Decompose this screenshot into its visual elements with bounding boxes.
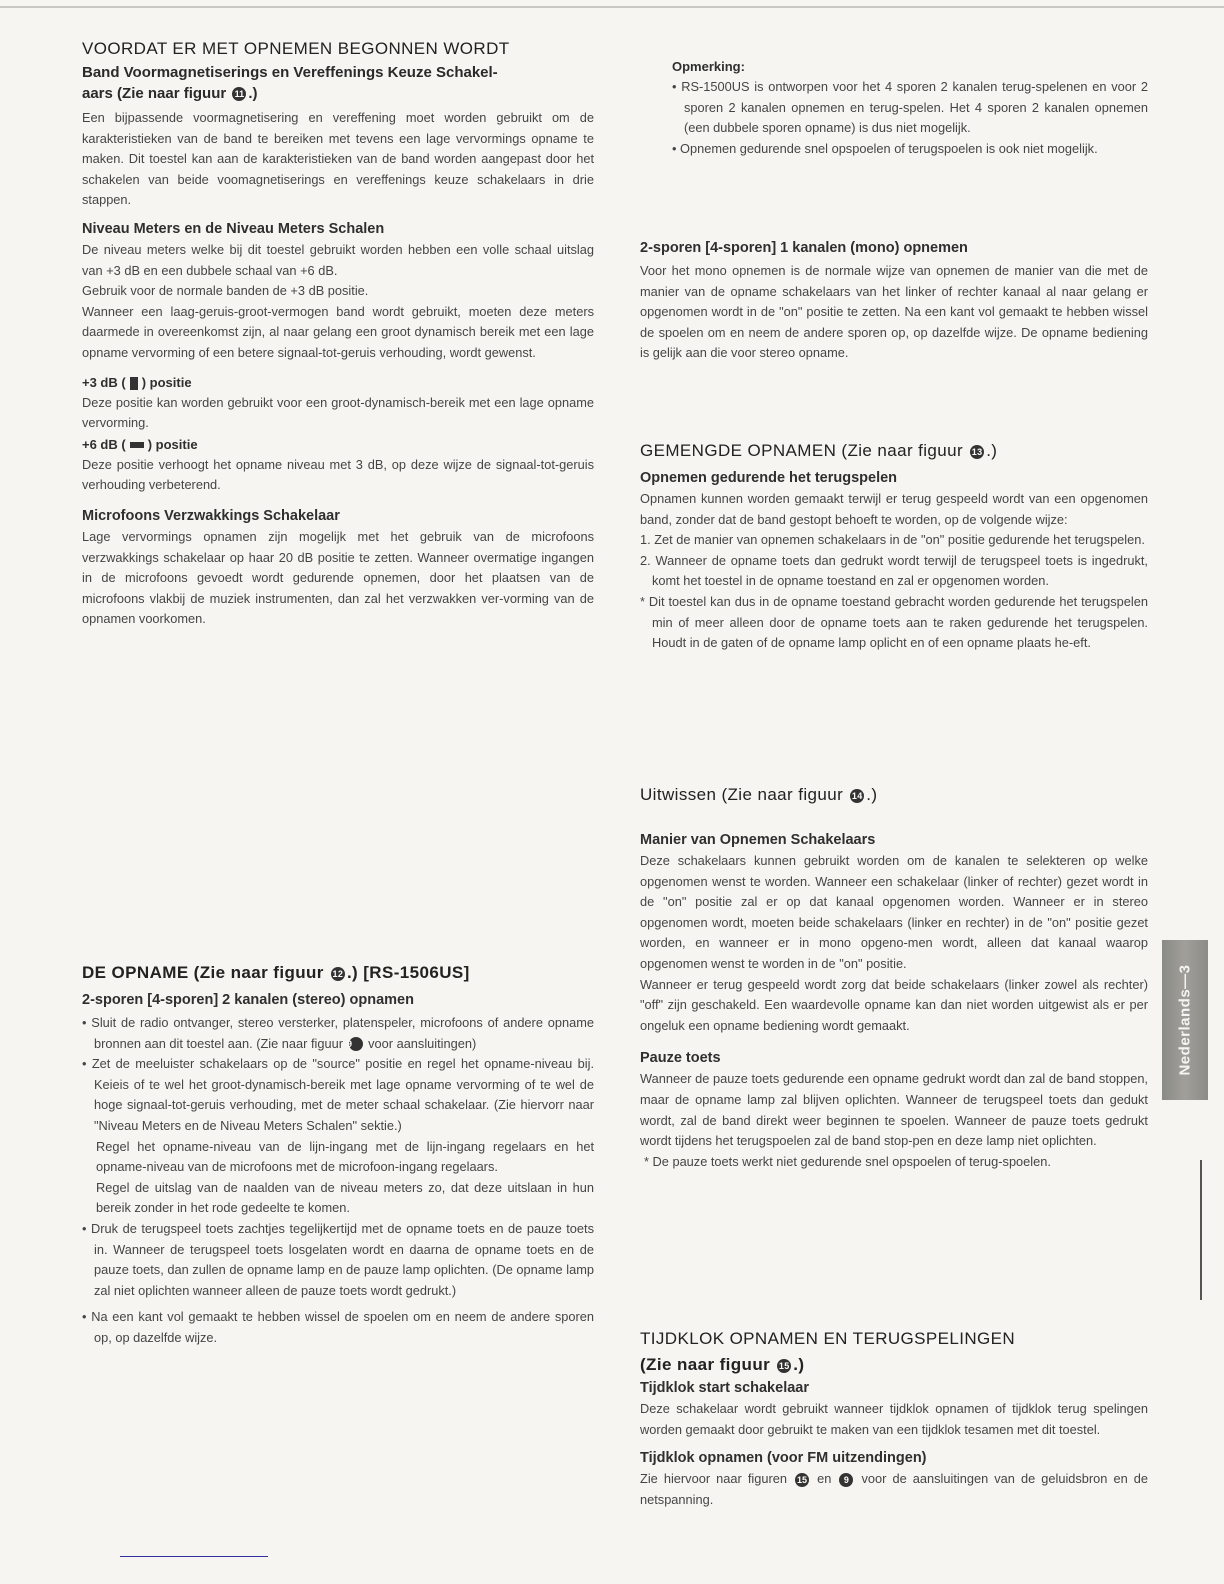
paragraph: Een bijpassende voormagnetisering en vereffening moet worden gebruikt om de karakteristieken van de band te bereiken met tevens een lage vervormings opname te maken. Dit toestel kan aan de karakteristieken van de band worden aangepast door het schakelen van beide voomagnetiserings en vereffenings keuze schakelaars in drie stappen. xyxy=(82,110,594,208)
subheading-pause: Pauze toets xyxy=(640,1050,721,1067)
note-block xyxy=(672,56,1148,159)
paragraph: Deze positie kan worden gebruikt voor een groot-dynamisch-bereik met een lage opname vervorming. xyxy=(82,394,594,431)
section-mixed xyxy=(640,440,1148,654)
subsection-title: Band Voormagnetiserings en Vereffenings Keuze Schakel- aars (Zie naar figuur 11 .) xyxy=(82,64,498,102)
section-recording xyxy=(82,962,594,1349)
section-title: VOORDAT ER MET OPNEMEN BEGONNEN WORDT xyxy=(82,39,510,58)
paragraph: Zie hiervoor naar figuren 15 en 9 voor de aansluitingen van de geluidsbron en de netspanning. xyxy=(640,1471,1149,1507)
section-erase xyxy=(640,784,1148,1172)
position-3db-label: +3 dB ( ) positie xyxy=(82,374,192,390)
paragraph: Voor het mono opnemen is de normale wijze van opnemen de manier van die met de manier van de opname schakelaars van het linker of rechter kanaal al naar gelang er opgenomen wordt in de "on" positie te zetten. Na een kant vol gemaakt te hebben wissel de spoelen om en neem de andere sporen op, op dazelfde wijze. De opname bediening is gelijk aan die voor stereo opname. xyxy=(640,263,1148,361)
language-tab xyxy=(1162,940,1208,1100)
paragraph: Deze schakelaar wordt gebruikt wanneer tijdklok opnamen of tijdklok terug spelingen worden gemaakt door gebruikt te maken van een tijdklok tesamen met dit toestel. xyxy=(640,1401,1148,1437)
paragraph: Lage vervormings opnamen zijn mogelijk met het gebruik van de microfoons verzwakkings schakelaar op haar 20 dB positie te zetten. Wanneer overmatige ingangen in de microfoons gevoedt wordt gedurende opnemen, door het plaatsen van de microfoons vlakbij de muziek instrumenten, dan zal het verzwakken ver-vorming van de opnamen voorkomen. xyxy=(82,528,594,627)
list-item: 2. Wanneer de opname toets dan gedrukt wordt terwijl de terugspeel toets is ingedrukt, komt het toestel in de opname toestand en zal er opgenomen worden. xyxy=(640,552,1148,589)
position-6db-label: +6 dB ( ) positie xyxy=(82,436,198,452)
note-item: * De pauze toets werkt niet gedurende snel opspoelen of terug-spoelen. xyxy=(644,1153,1051,1169)
section-title: DE OPNAME (Zie naar figuur 12 .) [RS-1506US] xyxy=(82,963,470,982)
paragraph: Wanneer er terug gespeeld wordt zorg dat beide schakelaars (linker zowel als rechter) "off" zijn geschakeld. Een waardevolle opname kan dan niet worden uitgewist als er per ongeluk een opname bediening wordt gemaakt. xyxy=(640,976,1148,1033)
paragraph: Deze positie verhoogt het opname niveau met 3 dB, op deze wijze de signaal-tot-geruis verhouding verbeterend. xyxy=(82,456,594,493)
bullet-continuation: Regel het opname-niveau van de lijn-ingang met de lijn-ingang regelaars en het opname-niveau van de microfoons met de microfoon-ingang regelaars. xyxy=(96,1138,594,1175)
subheading-timer-fm: Tijdklok opnamen (voor FM uitzendingen) xyxy=(640,1450,927,1467)
figure-ref-icon: 11 xyxy=(232,87,246,101)
list-item: 1. Zet de manier van opnemen schakelaars in de "on" positie gedurende het terugspelen. xyxy=(640,532,1145,548)
subheading-timer-switch: Tijdklok start schakelaar xyxy=(640,1380,809,1396)
figure-ref-icon: 12 xyxy=(332,968,344,979)
paragraph: Wanneer een laag-geruis-groot-vermogen band wordt gebruikt, moeten deze meters daarmede in overeenkomst zijn, al naar gelang een groot dynamisch bereik met een lage opname vervorming of een betere signaal-tot-geruis verhouding, wordt gewenst. xyxy=(82,303,594,360)
section-title-figure: (Zie naar figuur 15 .) xyxy=(640,1355,805,1374)
section-title: TIJDKLOK OPNAMEN EN TERUGSPELINGEN xyxy=(640,1329,1016,1348)
list-item: * Dit toestel kan dus in de opname toestand gebracht worden gedurende het terugspelen min of meer alleen door de opname toets aan te raken gedurende het terugspelen. Houdt in de gaten of de opname lamp oplicht en of een opname plaats he-eft. xyxy=(640,593,1148,651)
figure-ref-icon: 9 xyxy=(349,1037,363,1051)
subheading-mono: 2-sporen [4-sporen] 1 kanalen (mono) opnemen xyxy=(640,240,968,256)
bullet-item: • Zet de meeluister schakelaars op de "source" positie en regel het opname-niveau bij. Keieis of te wel het groot-dynamisch-bereik met lage opname vervorming of te wel de hoge signaal-tot-geruis verhouding, met de meter schaal schakelaar. (Zie hiervorr naar "Niveau Meters en de Niveau Meters Schalen" sektie.) xyxy=(82,1056,594,1133)
top-rule xyxy=(0,6,1224,8)
note-item: • Opnemen gedurende snel opspoelen of terugspoelen is ook niet mogelijk. xyxy=(672,140,1098,156)
paragraph: Opnamen kunnen worden gemaakt terwijl er terug gespeeld wordt van een opgenomen band, zonder dat de band gestopt behoeft te worden, op de volgende wijze: xyxy=(640,491,1148,527)
section-mono xyxy=(640,238,1148,364)
paragraph: Gebruik voor de normale banden de +3 dB positie. xyxy=(82,283,369,299)
subheading-during-playback: Opnemen gedurende het terugspelen xyxy=(640,470,898,486)
subheading-microphone: Microfoons Verzwakkings Schakelaar xyxy=(82,507,340,524)
section-title: GEMENGDE OPNAMEN (Zie naar figuur 13 .) xyxy=(640,441,998,460)
figure-ref-icon: 15 xyxy=(778,1360,790,1371)
note-item: • RS-1500US is ontworpen voor het 4 sporen 2 kanalen terug-spelenen en voor 2 sporen 2 kanalen opnemen en terug-spelen. Het 4 sporen 2 kanalen opnemen (een dubbele sporen opname) is dus niet mogelijk. xyxy=(672,79,1148,136)
subheading-record-switches: Manier van Opnemen Schakelaars xyxy=(640,832,876,848)
subheading-meters: Niveau Meters en de Niveau Meters Schalen xyxy=(82,220,385,237)
bullet-continuation: Regel de uitslag van de naalden van de niveau meters zo, dat deze uitslaan in hun bereik zonder in het rode gedeelte te komen. xyxy=(96,1179,594,1216)
paragraph: Wanneer de pauze toets gedurende een opname gedrukt wordt dan zal de band stoppen, maar de opname lamp zal blijven oplichten. Wanneer de terugspeel toets dan gedukt wordt, zal de band direkt weer beginnen te spoelen. Wanneer de pauze toets gedrukt wordt tijdens het terugspoelen zal de band stop-pen en deze lamp niet oplichten. xyxy=(640,1071,1148,1149)
section-title: Uitwissen (Zie naar figuur 14 .) xyxy=(640,785,878,804)
section-before-recording xyxy=(82,38,594,630)
figure-ref-icon: 14 xyxy=(851,790,863,801)
paragraph: Deze schakelaars kunnen gebruikt worden om de kanalen te selekteren op welke opgenomen wenst te worden. Wanneer een schakelaar (linker of rechter) gezet wordt in de "on" positie zal er op dat kanaal opgenomen worden. Wanneer er in stereo opgenomen wordt, moeten beide schakelaars (linker en rechter) in de "on" positie gezet worden, en wanneer er in mono opgeno-men wordt, alleen dat kanaal waarop opgenomen wenst te worden in de "on" positie. xyxy=(640,853,1148,971)
switch-down-icon xyxy=(130,442,144,448)
subheading-stereo: 2-sporen [4-sporen] 2 kanalen (stereo) opnamen xyxy=(82,992,414,1008)
language-tab-label: Nederlands—3 xyxy=(1176,964,1194,1076)
figure-ref-icon: 9 xyxy=(839,1473,853,1487)
bullet-item: • Sluit de radio ontvanger, stereo versterker, platenspeler, microfoons of andere opname bronnen aan dit toestel aan. (Zie naar figuur 9 voor aansluitingen) xyxy=(82,1015,594,1051)
note-heading: Opmerking: xyxy=(672,59,745,74)
switch-up-icon xyxy=(130,377,138,390)
bullet-item: • Na een kant vol gemaakt te hebben wissel de spoelen om en neem de andere sporen op, op dazelfde wijze. xyxy=(82,1309,594,1345)
figure-ref-icon: 15 xyxy=(797,1474,808,1485)
margin-rule xyxy=(1200,1160,1202,1300)
bullet-item: • Druk de terugspeel toets zachtjes tegelijkertijd met de opname toets en de pauze toets in. Wanneer de terugspeel toets losgelaten wordt en daarna de opname toets en de pauze toets, dan zullen de opname lamp en de pauze lamp oplichten. (De opname lamp zal niet oplichten wanneer alleen de pauze toets wordt gedrukt.) xyxy=(82,1220,594,1298)
bottom-rule xyxy=(120,1556,268,1557)
paragraph: De niveau meters welke bij dit toestel gebruikt worden hebben een volle schaal uitslag van +3 dB en een dubbele schaal van +6 dB. xyxy=(82,241,594,278)
figure-ref-icon: 13 xyxy=(971,446,983,457)
section-timer xyxy=(640,1328,1148,1510)
